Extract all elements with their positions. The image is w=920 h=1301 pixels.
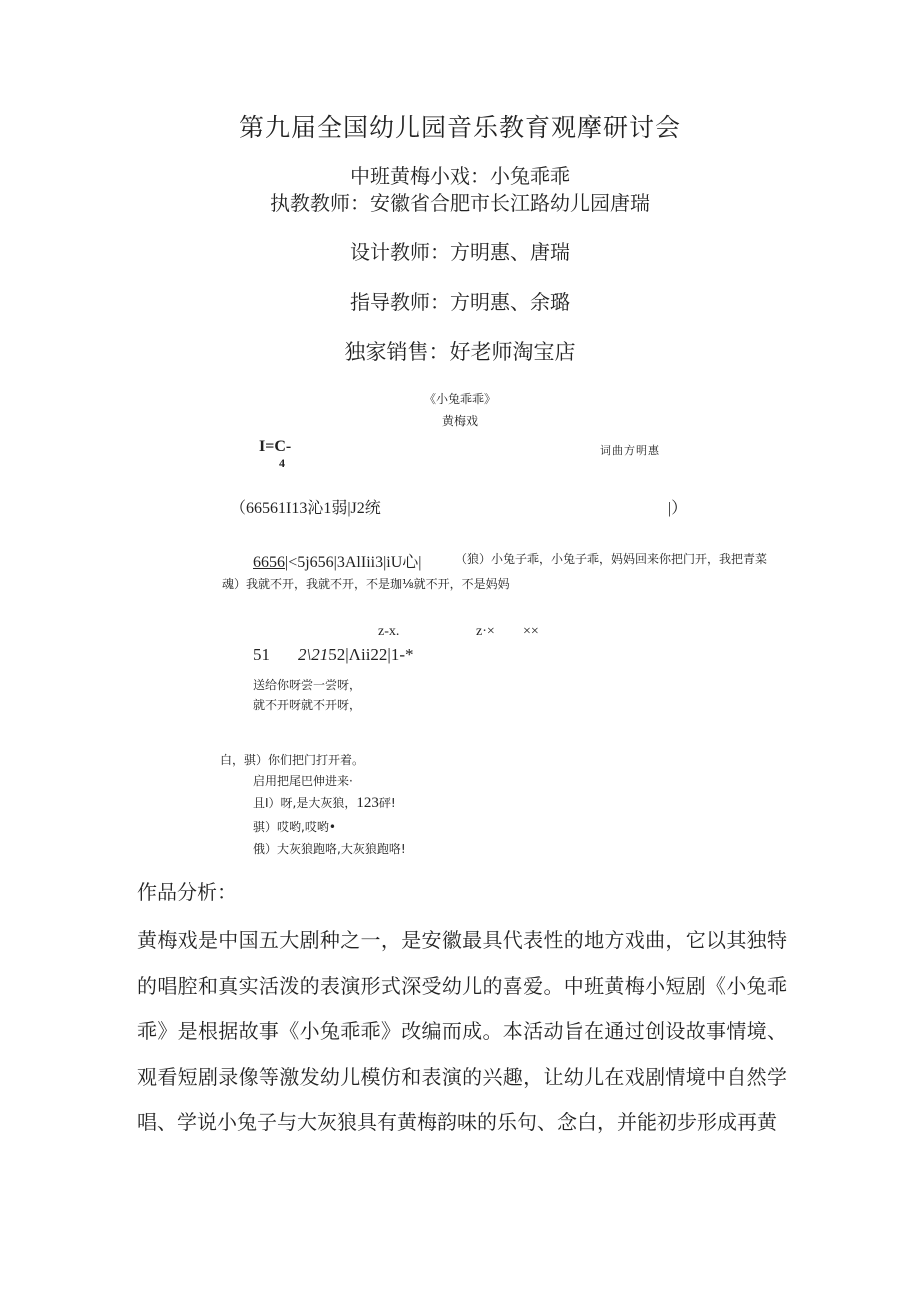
intro-notation-end: |） (668, 500, 688, 517)
key-signature: I=C- (259, 438, 292, 455)
notation-rest: |<5j656|3AlIii3|iU心| (285, 554, 422, 571)
notation-marks-1: z-x. (378, 624, 400, 639)
analysis-paragraph: 黄梅戏是中国五大剧种之一，是安徽最具代表性的地方戏曲，它以其独特的唱腔和真实活泼的表演形式深受幼儿的喜爱。中班黄梅小短剧《小兔乖乖》是根据故事《小兔乖乖》改编而成。本活动旨在通过创设故事情境、观看短剧录像等激发幼儿模仿和表演的兴趣，让幼儿在戏剧情境中自然学唱、学说小兔子与大灰狼具有黄梅韵味的乐句、念白，并能初步形成再黄 (137, 928, 787, 1134)
notation-marks-3: ×× (523, 624, 539, 639)
dialogue-line-1: 白，骐）你们把门打开着。 (220, 753, 365, 767)
seller-line: 独家销售：好老师淘宝店 (344, 340, 576, 364)
lyric-line-2b: 就不开呀就不开呀， (253, 698, 362, 712)
song-title: 《小兔乖乖》 (423, 392, 496, 406)
notation-marks-2: z·× (476, 624, 495, 639)
dialogue-line-5: 俄）大灰狼跑咯,大灰狼跑咯! (253, 842, 406, 856)
lyric-line-2a: 送给你呀尝一尝呀， (253, 678, 362, 692)
advisor-line: 指导教师：方明惠、余璐 (350, 290, 570, 314)
intro-notation: （66561I13沁1弱|J2统 (230, 500, 381, 517)
designer-line: 设计教师：方明惠、唐瑞 (350, 240, 570, 264)
song-genre: 黄梅戏 (441, 414, 478, 428)
notation-line-2a: 51 (253, 645, 270, 664)
time-signature: 4 (279, 456, 285, 470)
page-title: 第九届全国幼儿园音乐教育观摩研讨会 (238, 113, 681, 142)
dialogue-3-number: 123 (356, 795, 379, 811)
notation-line-2b (298, 645, 413, 665)
dialogue-3-end: 砰! (378, 796, 396, 810)
lyric-line-1b: 魂）我就不开，我就不开，不是珈⅛就不开，不是妈妈 (222, 577, 510, 591)
lyric-line-1: （狼）小兔子乖，小兔子乖，妈妈回来你把门开，我把青菜 (455, 552, 768, 566)
dialogue-3-text: 且I）呀,是大灰狼， (253, 796, 357, 810)
notation-plain: 52|Λii22|1-* (328, 645, 414, 664)
lesson-subtitle: 中班黄梅小戏：小兔乖乖 (350, 164, 570, 188)
dialogue-line-4: 骐）哎哟,哎哟• (253, 820, 336, 834)
dialogue-line-2: 启用把尾巴伸进来· (253, 774, 353, 788)
dialogue-line-3 (253, 794, 396, 812)
notation-underlined: 6656 (253, 554, 285, 571)
teacher-line: 执教教师：安徽省合肥市长江路幼儿园唐瑞 (270, 191, 650, 215)
notation-italic: 2\21 (298, 645, 329, 664)
composer-credit: 词曲方明惠 (600, 444, 660, 457)
notation-line-1 (253, 549, 422, 572)
analysis-heading: 作品分析： (137, 880, 237, 904)
